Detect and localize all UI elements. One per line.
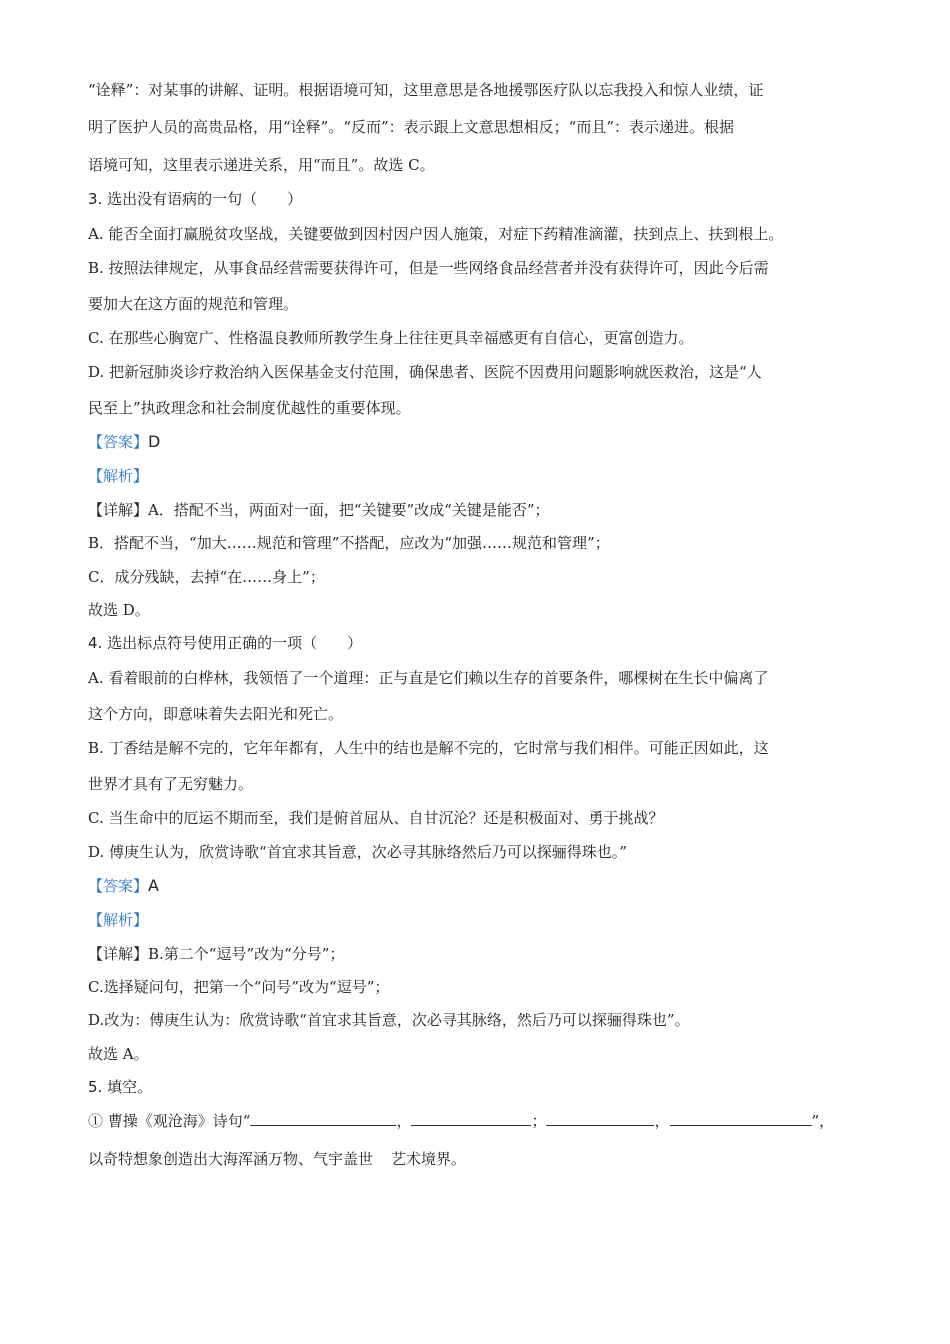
answer-tag: 【答案】 [88,433,149,451]
fill-blank-3[interactable] [546,1111,654,1126]
q3-option-b-line-2: 要加大在这方面的规范和管理。 [88,295,299,313]
fill-blank-1[interactable] [250,1111,396,1126]
q4-option-a-line-2: 这个方向，即意味着失去阳光和死亡。 [88,705,344,723]
q4-number: 4. [88,634,103,652]
fill-blank-4[interactable] [670,1111,812,1126]
q2-analysis-line-3: 语境可知，这里表示递进关系，用“而且”。故选 C。 [88,156,435,174]
q2-analysis-line-1: “诠释”：对某事的讲解、证明。根据语境可知，这里意思是各地援鄂医疗队以忘我投入和惊人业绩，证 [88,81,764,99]
q4-analysis-heading [88,909,863,931]
q4-detail-1: 【详解】B.第二个“逗号”改为“分号”； [88,945,345,963]
q5-item-1-line-2 [88,1148,863,1170]
q5-item-1-prefix: ① 曹操《观沧海》诗句“ [88,1112,251,1130]
blank-separator: ， [654,1112,670,1130]
q2-analysis-line-2: 明了医护人员的高贵品格，用“诠释”。“反而”：表示跟上文意思想相反；“而且”：表示递进。根据 [88,118,735,136]
answer-tag: 【答案】 [88,877,149,895]
analysis-tag: 【解析】 [88,911,149,929]
q5-item-1-tail-a: 以奇特想象创造出大海浑涵万物、气宇盖世 [88,1150,374,1168]
q5-number: 5. [88,1078,103,1096]
q3-option-c: C. 在那些心胸宽广、性格温良教师所教学生身上往往更具幸福感更有自信心，更富创造力。 [88,329,694,347]
q5-stem [88,1076,863,1098]
q5-item-1-tail-b: 艺术境界。 [391,1150,467,1168]
q5-item-1-line-1 [88,1110,863,1132]
q3-detail-3: C．成分残缺，去掉“在……身上”； [88,568,325,586]
analysis-tag: 【解析】 [88,467,149,485]
q4-option-a-line-1: A. 看着眼前的白桦林，我领悟了一个道理：正与直是它们赖以生存的首要条件，哪棵树在生长中偏离了 [88,669,769,687]
q4-option-b-line-2: 世界才具有了无穷魅力。 [88,775,254,793]
q4-option-b-line-1: B. 丁香结是解不完的，它年年都有，人生中的结也是解不完的，它时常与我们相伴。可能正因如此，这 [88,739,769,757]
q3-detail-2: B．搭配不当，“加大……规范和管理”不搭配，应改为“加强……规范和管理”； [88,534,610,552]
q3-option-a: A. 能否全面打赢脱贫攻坚战，关键要做到因村因户因人施策，对症下药精准滴灌，扶到点上、扶到根上。 [88,225,784,243]
q3-stem [88,188,863,210]
answer-value: D [148,432,161,451]
fill-blank-2[interactable] [411,1111,531,1126]
q4-option-c: C. 当生命中的厄运不期而至，我们是俯首屈从、自甘沉沦？还是积极面对、勇于挑战？ [88,809,664,827]
q4-conclusion: 故选 A。 [88,1045,149,1063]
q4-detail-2: C.选择疑问句，把第一个“问号”改为“逗号”； [88,978,390,996]
answer-value: A [148,876,159,895]
q5-item-1-close: ”， [811,1112,835,1130]
q3-option-d-line-2: 民至上”执政理念和社会制度优越性的重要体现。 [88,399,411,417]
q5-stem-text: 填空。 [107,1078,153,1096]
q3-conclusion: 故选 D。 [88,601,150,619]
q3-detail-1: 【详解】A．搭配不当，两面对一面，把“关键要”改成“关键是能否”； [88,501,550,519]
q4-option-d: D. 傅庚生认为，欣赏诗歌“首宜求其旨意，次必寻其脉络然后乃可以探骊得珠也。” [88,843,627,861]
q3-number: 3. [88,190,103,208]
q4-stem [88,632,863,654]
q3-analysis-heading [88,465,863,487]
q4-stem-text: 选出标点符号使用正确的一项（ ） [107,634,363,652]
q3-option-d-line-1: D. 把新冠肺炎诊疗救治纳入医保基金支付范围，确保患者、医院不因费用问题影响就医救治，这是“人 [88,363,762,381]
q3-option-b-line-1: B. 按照法律规定，从事食品经营需要获得许可，但是一些网络食品经营者并没有获得许可，因此今后需 [88,259,769,277]
blank-separator: ； [531,1112,547,1130]
blank-separator: ， [396,1112,412,1130]
q4-answer [88,875,863,897]
q3-stem-text: 选出没有语病的一句（ ） [107,190,303,208]
q4-detail-3: D.改为：傅庚生认为：欣赏诗歌“首宜求其旨意，次必寻其脉络，然后乃可以探骊得珠也”。 [88,1011,690,1029]
q3-answer [88,431,863,453]
